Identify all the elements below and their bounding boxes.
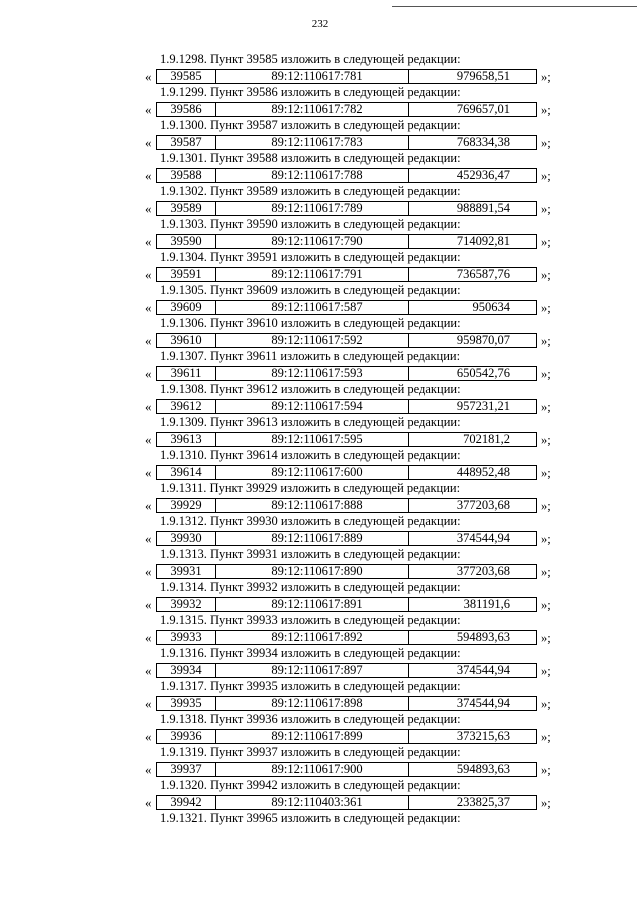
closing-quote: »; xyxy=(541,432,551,447)
closing-quote: »; xyxy=(541,663,551,678)
amendment-heading: 1.9.1313. Пункт 39931 изложить в следующей редакции: xyxy=(160,547,461,561)
opening-quote: « xyxy=(145,596,152,612)
cadastral-number-cell: 89:12:110617:594 xyxy=(216,400,409,413)
amendment-heading: 1.9.1306. Пункт 39610 изложить в следующей редакции: xyxy=(160,316,461,330)
opening-quote: « xyxy=(145,398,152,414)
value-cell: 374544,94 xyxy=(456,695,510,710)
item-number-cell: 39589 xyxy=(157,202,216,215)
cadastral-number-cell: 89:12:110617:593 xyxy=(216,367,409,380)
cadastral-number-cell: 89:12:110617:587 xyxy=(216,301,409,314)
entry-table xyxy=(156,135,537,150)
opening-quote: « xyxy=(145,563,152,579)
item-number-cell: 39614 xyxy=(157,466,216,479)
table-row xyxy=(145,696,565,713)
amendment-heading: 1.9.1299. Пункт 39586 изложить в следующей редакции: xyxy=(160,85,461,99)
item-number-cell: 39586 xyxy=(157,103,216,116)
value-cell: 736587,76 xyxy=(456,266,510,281)
opening-quote: « xyxy=(145,266,152,282)
amendment-heading: 1.9.1307. Пункт 39611 изложить в следующей редакции: xyxy=(160,349,461,363)
table-row xyxy=(145,564,565,581)
item-number-cell: 39942 xyxy=(157,796,216,809)
table-row xyxy=(145,729,565,746)
closing-quote: »; xyxy=(541,465,551,480)
opening-quote: « xyxy=(145,629,152,645)
opening-quote: « xyxy=(145,134,152,150)
opening-quote: « xyxy=(145,68,152,84)
table-row xyxy=(145,135,565,152)
opening-quote: « xyxy=(145,431,152,447)
item-number-cell: 39588 xyxy=(157,169,216,182)
amendment-heading: 1.9.1317. Пункт 39935 изложить в следующей редакции: xyxy=(160,679,461,693)
item-number-cell: 39931 xyxy=(157,565,216,578)
entry-table xyxy=(156,333,537,348)
value-cell: 377203,68 xyxy=(456,563,510,578)
cadastral-number-cell: 89:12:110617:900 xyxy=(216,763,409,776)
item-number-cell: 39610 xyxy=(157,334,216,347)
entry-table xyxy=(156,729,537,744)
table-row xyxy=(145,432,565,449)
item-number-cell: 39936 xyxy=(157,730,216,743)
item-number-cell: 39929 xyxy=(157,499,216,512)
amendment-heading: 1.9.1314. Пункт 39932 изложить в следующей редакции: xyxy=(160,580,461,594)
opening-quote: « xyxy=(145,299,152,315)
table-row xyxy=(145,531,565,548)
opening-quote: « xyxy=(145,662,152,678)
table-row xyxy=(145,168,565,185)
closing-quote: »; xyxy=(541,300,551,315)
table-row xyxy=(145,333,565,350)
cadastral-number-cell: 89:12:110617:595 xyxy=(216,433,409,446)
amendment-heading: 1.9.1316. Пункт 39934 изложить в следующей редакции: xyxy=(160,646,461,660)
entry-table xyxy=(156,201,537,216)
entry-table xyxy=(156,69,537,84)
table-row xyxy=(145,69,565,86)
cadastral-number-cell: 89:12:110617:888 xyxy=(216,499,409,512)
item-number-cell: 39585 xyxy=(157,70,216,83)
value-cell: 377203,68 xyxy=(456,497,510,512)
top-rule xyxy=(392,6,637,7)
closing-quote: »; xyxy=(541,168,551,183)
item-number-cell: 39612 xyxy=(157,400,216,413)
entry-table xyxy=(156,597,537,612)
value-cell: 979658,51 xyxy=(456,68,510,83)
amendment-heading: 1.9.1301. Пункт 39588 изложить в следующей редакции: xyxy=(160,151,461,165)
amendment-heading: 1.9.1308. Пункт 39612 изложить в следующей редакции: xyxy=(160,382,461,396)
closing-quote: »; xyxy=(541,498,551,513)
closing-quote: »; xyxy=(541,696,551,711)
opening-quote: « xyxy=(145,200,152,216)
closing-quote: »; xyxy=(541,366,551,381)
table-row xyxy=(145,399,565,416)
closing-quote: »; xyxy=(541,102,551,117)
value-cell: 452936,47 xyxy=(456,167,510,182)
cadastral-number-cell: 89:12:110617:791 xyxy=(216,268,409,281)
closing-quote: »; xyxy=(541,597,551,612)
amendment-heading: 1.9.1302. Пункт 39589 изложить в следующей редакции: xyxy=(160,184,461,198)
item-number-cell: 39933 xyxy=(157,631,216,644)
amendment-heading: 1.9.1305. Пункт 39609 изложить в следующей редакции: xyxy=(160,283,461,297)
closing-quote: »; xyxy=(541,795,551,810)
opening-quote: « xyxy=(145,365,152,381)
cadastral-number-cell: 89:12:110617:897 xyxy=(216,664,409,677)
opening-quote: « xyxy=(145,761,152,777)
amendment-heading: 1.9.1304. Пункт 39591 изложить в следующей редакции: xyxy=(160,250,461,264)
table-row xyxy=(145,234,565,251)
opening-quote: « xyxy=(145,728,152,744)
item-number-cell: 39609 xyxy=(157,301,216,314)
value-cell: 768334,38 xyxy=(456,134,510,149)
item-number-cell: 39932 xyxy=(157,598,216,611)
cadastral-number-cell: 89:12:110617:789 xyxy=(216,202,409,215)
amendment-heading: 1.9.1311. Пункт 39929 изложить в следующей редакции: xyxy=(160,481,461,495)
item-number-cell: 39590 xyxy=(157,235,216,248)
value-cell: 594893,63 xyxy=(456,629,510,644)
table-row xyxy=(145,267,565,284)
opening-quote: « xyxy=(145,794,152,810)
entry-table xyxy=(156,696,537,711)
entry-table xyxy=(156,168,537,183)
closing-quote: »; xyxy=(541,399,551,414)
amendment-heading: 1.9.1319. Пункт 39937 изложить в следующей редакции: xyxy=(160,745,461,759)
cadastral-number-cell: 89:12:110617:782 xyxy=(216,103,409,116)
cadastral-number-cell: 89:12:110617:899 xyxy=(216,730,409,743)
table-row xyxy=(145,630,565,647)
value-cell: 650542,76 xyxy=(456,365,510,380)
cadastral-number-cell: 89:12:110617:892 xyxy=(216,631,409,644)
closing-quote: »; xyxy=(541,267,551,282)
value-cell: 381191,6 xyxy=(463,596,510,611)
value-cell: 959870,07 xyxy=(456,332,510,347)
amendment-heading: 1.9.1300. Пункт 39587 изложить в следующей редакции: xyxy=(160,118,461,132)
cadastral-number-cell: 89:12:110617:890 xyxy=(216,565,409,578)
item-number-cell: 39934 xyxy=(157,664,216,677)
opening-quote: « xyxy=(145,497,152,513)
opening-quote: « xyxy=(145,332,152,348)
entry-table xyxy=(156,366,537,381)
entry-table xyxy=(156,399,537,414)
amendment-heading: 1.9.1312. Пункт 39930 изложить в следующей редакции: xyxy=(160,514,461,528)
entry-table xyxy=(156,564,537,579)
cadastral-number-cell: 89:12:110617:889 xyxy=(216,532,409,545)
amendment-heading: 1.9.1320. Пункт 39942 изложить в следующей редакции: xyxy=(160,778,461,792)
value-cell: 988891,54 xyxy=(456,200,510,215)
value-cell: 714092,81 xyxy=(456,233,510,248)
value-cell: 374544,94 xyxy=(456,662,510,677)
page-number: 232 xyxy=(311,18,329,30)
amendment-heading: 1.9.1310. Пункт 39614 изложить в следующей редакции: xyxy=(160,448,461,462)
entry-table xyxy=(156,762,537,777)
value-cell: 957231,21 xyxy=(456,398,510,413)
entry-table xyxy=(156,498,537,513)
cadastral-number-cell: 89:12:110617:592 xyxy=(216,334,409,347)
amendment-heading: 1.9.1303. Пункт 39590 изложить в следующей редакции: xyxy=(160,217,461,231)
value-cell: 233825,37 xyxy=(456,794,510,809)
item-number-cell: 39613 xyxy=(157,433,216,446)
cadastral-number-cell: 89:12:110617:788 xyxy=(216,169,409,182)
closing-quote: »; xyxy=(541,729,551,744)
entry-table xyxy=(156,300,537,315)
value-cell: 950634 xyxy=(472,299,510,314)
table-row xyxy=(145,201,565,218)
entry-table xyxy=(156,267,537,282)
table-row xyxy=(145,102,565,119)
table-row xyxy=(145,762,565,779)
amendment-heading: 1.9.1298. Пункт 39585 изложить в следующей редакции: xyxy=(160,52,461,66)
opening-quote: « xyxy=(145,464,152,480)
cadastral-number-cell: 89:12:110403:361 xyxy=(216,796,409,809)
value-cell: 448952,48 xyxy=(456,464,510,479)
entry-table xyxy=(156,102,537,117)
amendment-heading: 1.9.1321. Пункт 39965 изложить в следующей редакции: xyxy=(160,811,461,825)
document-body xyxy=(145,52,565,828)
closing-quote: »; xyxy=(541,630,551,645)
cadastral-number-cell: 89:12:110617:898 xyxy=(216,697,409,710)
item-number-cell: 39591 xyxy=(157,268,216,281)
table-row xyxy=(145,498,565,515)
table-row xyxy=(145,366,565,383)
value-cell: 769657,01 xyxy=(456,101,510,116)
entry-table xyxy=(156,465,537,480)
entry-table xyxy=(156,432,537,447)
table-row xyxy=(145,300,565,317)
cadastral-number-cell: 89:12:110617:600 xyxy=(216,466,409,479)
closing-quote: »; xyxy=(541,531,551,546)
value-cell: 373215,63 xyxy=(456,728,510,743)
item-number-cell: 39937 xyxy=(157,763,216,776)
opening-quote: « xyxy=(145,530,152,546)
amendment-heading: 1.9.1315. Пункт 39933 изложить в следующей редакции: xyxy=(160,613,461,627)
table-row xyxy=(145,663,565,680)
closing-quote: »; xyxy=(541,234,551,249)
cadastral-number-cell: 89:12:110617:783 xyxy=(216,136,409,149)
cadastral-number-cell: 89:12:110617:891 xyxy=(216,598,409,611)
closing-quote: »; xyxy=(541,135,551,150)
value-cell: 374544,94 xyxy=(456,530,510,545)
cadastral-number-cell: 89:12:110617:781 xyxy=(216,70,409,83)
table-row xyxy=(145,465,565,482)
table-row xyxy=(145,795,565,812)
item-number-cell: 39935 xyxy=(157,697,216,710)
closing-quote: »; xyxy=(541,333,551,348)
opening-quote: « xyxy=(145,695,152,711)
table-row xyxy=(145,597,565,614)
opening-quote: « xyxy=(145,101,152,117)
closing-quote: »; xyxy=(541,762,551,777)
amendment-heading: 1.9.1309. Пункт 39613 изложить в следующей редакции: xyxy=(160,415,461,429)
item-number-cell: 39930 xyxy=(157,532,216,545)
cadastral-number-cell: 89:12:110617:790 xyxy=(216,235,409,248)
entry-table xyxy=(156,663,537,678)
entry-table xyxy=(156,795,537,810)
item-number-cell: 39611 xyxy=(157,367,216,380)
closing-quote: »; xyxy=(541,564,551,579)
opening-quote: « xyxy=(145,233,152,249)
entry-table xyxy=(156,234,537,249)
amendment-heading: 1.9.1318. Пункт 39936 изложить в следующей редакции: xyxy=(160,712,461,726)
value-cell: 594893,63 xyxy=(456,761,510,776)
closing-quote: »; xyxy=(541,201,551,216)
opening-quote: « xyxy=(145,167,152,183)
closing-quote: »; xyxy=(541,69,551,84)
entry-table xyxy=(156,630,537,645)
entry-table xyxy=(156,531,537,546)
value-cell: 702181,2 xyxy=(463,431,510,446)
item-number-cell: 39587 xyxy=(157,136,216,149)
